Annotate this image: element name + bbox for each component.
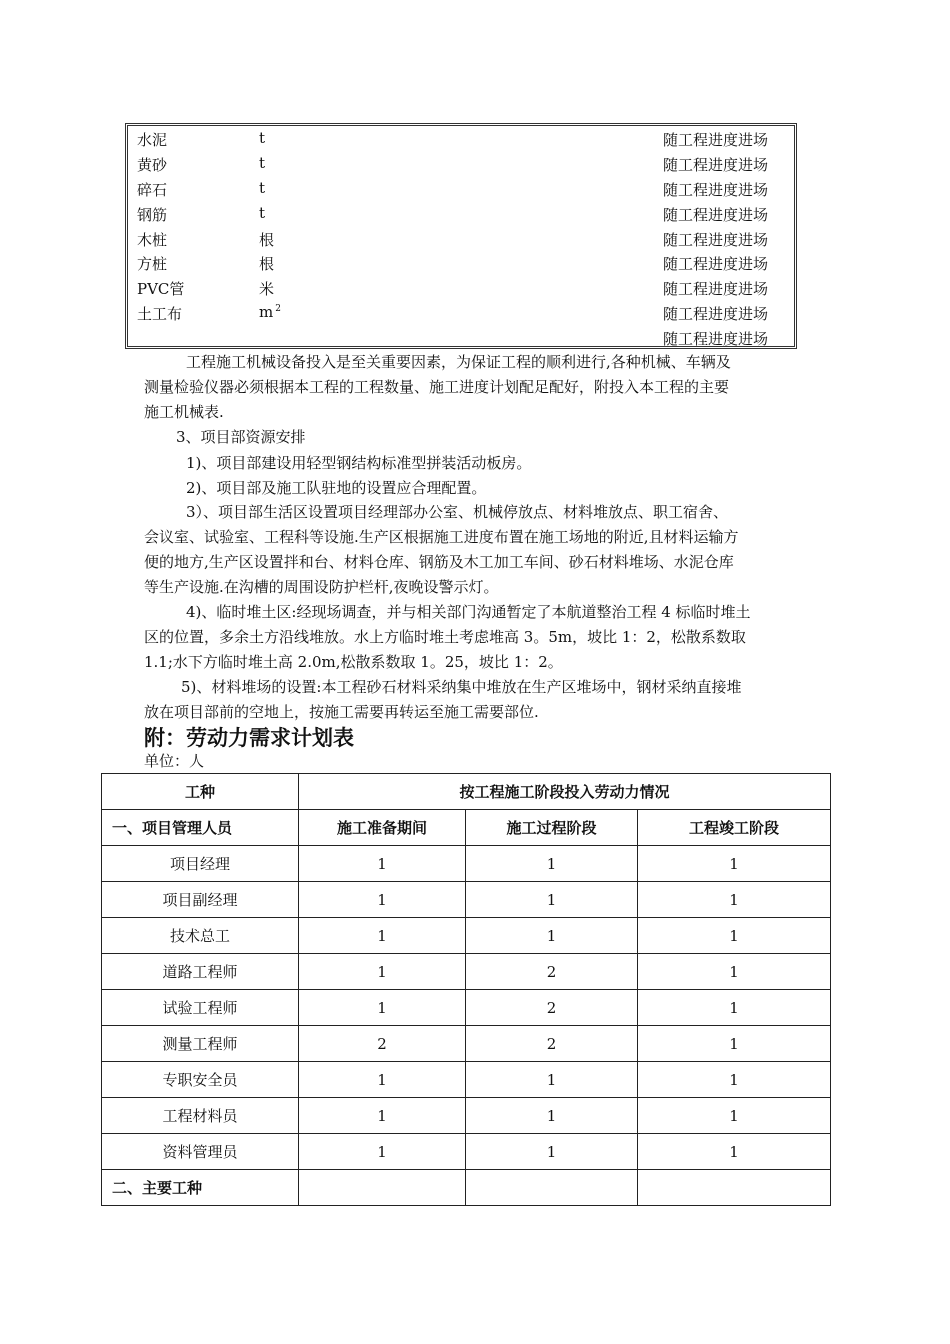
role-cell: 道路工程师 [102, 954, 299, 990]
material-note: 随工程进度进场 [663, 156, 769, 174]
value-cell: 2 [466, 990, 638, 1026]
material-row [128, 202, 794, 227]
table-row [102, 846, 831, 882]
item-5: 5)、材料堆场的设置:本工程砂石材料采纳集中堆放在生产区堆场中，钢材采纳直接堆 放在项目部前的空地上，按施工需要再转运至施工需要部位. [144, 678, 742, 721]
material-row [128, 127, 794, 152]
material-unit: m $^2$ [259, 303, 281, 321]
material-note: 随工程进度进场 [663, 255, 769, 273]
section-management: 一、项目管理人员 [102, 810, 299, 846]
role-cell: 工程材料员 [102, 1098, 299, 1134]
material-unit: 米 [259, 280, 275, 298]
material-name: 木桩 [137, 231, 168, 249]
material-note: 随工程进度进场 [663, 305, 769, 323]
table-row [102, 954, 831, 990]
value-cell: 2 [466, 954, 638, 990]
header-phase-group: 按工程施工阶段投入劳动力情况 [299, 774, 831, 810]
value-cell: 1 [299, 1062, 466, 1098]
material-note: 随工程进度进场 [663, 280, 769, 298]
item-4: 4)、临时堆土区:经现场调查，并与相关部门沟通暂定了本航道整治工程 4 标临时堆土 区的位置，多余土方沿线堆放。水上方临时堆土考虑堆高 3。5m，坡比 1：2，松散系数取 1.1;水下方临时堆土高 2.0m,松散系数取 1。25，坡比 1：2。 [144, 603, 751, 671]
phase-construction: 施工过程阶段 [466, 810, 638, 846]
role-cell: 项目副经理 [102, 882, 299, 918]
labor-plan-table [101, 773, 831, 1206]
unit-label: 单位：人 [144, 752, 205, 770]
labor-plan-heading: 附：劳动力需求计划表 [144, 725, 354, 750]
value-cell: 1 [638, 954, 831, 990]
value-cell: 1 [299, 846, 466, 882]
value-cell: 1 [299, 1098, 466, 1134]
material-unit [259, 328, 261, 346]
value-cell: 1 [299, 1134, 466, 1170]
material-note: 随工程进度进场 [663, 231, 769, 249]
value-cell: 1 [299, 918, 466, 954]
value-cell: 1 [466, 1062, 638, 1098]
table-row [102, 1026, 831, 1062]
value-cell: 1 [638, 1098, 831, 1134]
material-unit: t [259, 154, 266, 172]
item-3: 3）、项目部生活区设置项目经理部办公室、机械停放点、材料堆放点、职工宿舍、 会议室、试验室、工程科等设施.生产区根据施工进度布置在施工场地的附近,且材料运输方 便的地方,生产区设置拌和台、材料仓库、钢筋及木工加工车间、砂石材料堆场、水泥仓库 等生产设施.在沟槽的周围设防护栏杆,夜晚设警示灯。 [144, 503, 739, 596]
item-1: 1)、项目部建设用轻型钢结构标准型拼装活动板房。 [186, 454, 532, 472]
material-row [128, 251, 794, 276]
role-cell: 技术总工 [102, 918, 299, 954]
phase-preparation: 施工准备期间 [299, 810, 466, 846]
table-section-row [102, 1170, 831, 1206]
material-row [128, 227, 794, 252]
table-row [102, 990, 831, 1026]
value-cell: 1 [466, 1098, 638, 1134]
machinery-paragraph: 工程施工机械设备投入是至关重要因素，为保证工程的顺利进行,各种机械、车辆及 测量检验仪器必须根据本工程的工程数量、施工进度计划配足配好，附投入本工程的主要 施工机械表. [144, 353, 731, 421]
section3-title: 3、项目部资源安排 [176, 428, 306, 446]
material-name: 方桩 [137, 255, 168, 273]
material-note: 随工程进度进场 [663, 330, 769, 348]
value-cell: 2 [299, 1026, 466, 1062]
value-cell: 1 [638, 1026, 831, 1062]
header-trade: 工种 [102, 774, 299, 810]
empty-cell [466, 1170, 638, 1206]
materials-list [125, 123, 797, 349]
material-row [128, 152, 794, 177]
phase-completion: 工程竣工阶段 [638, 810, 831, 846]
value-cell: 1 [638, 846, 831, 882]
table-row [102, 1062, 831, 1098]
value-cell: 1 [638, 1134, 831, 1170]
value-cell: 1 [299, 954, 466, 990]
material-name: 碎石 [137, 181, 168, 199]
item-2: 2)、项目部及施工队驻地的设置应合理配置。 [186, 479, 487, 497]
value-cell: 1 [466, 1134, 638, 1170]
material-row [128, 301, 794, 326]
table-row [102, 882, 831, 918]
material-name: 黄砂 [137, 156, 168, 174]
section-main-trades: 二、主要工种 [102, 1170, 299, 1206]
value-cell: 1 [638, 990, 831, 1026]
role-cell: 资料管理员 [102, 1134, 299, 1170]
material-row [128, 326, 794, 351]
table-row [102, 1134, 831, 1170]
empty-cell [638, 1170, 831, 1206]
material-unit: t [259, 204, 266, 222]
material-note: 随工程进度进场 [663, 206, 769, 224]
table-row [102, 1098, 831, 1134]
value-cell: 1 [638, 882, 831, 918]
table-row [102, 918, 831, 954]
value-cell: 1 [299, 882, 466, 918]
material-unit: t [259, 179, 266, 197]
material-name: PVC管 [137, 280, 185, 298]
role-cell: 试验工程师 [102, 990, 299, 1026]
role-cell: 测量工程师 [102, 1026, 299, 1062]
role-cell: 项目经理 [102, 846, 299, 882]
role-cell: 专职安全员 [102, 1062, 299, 1098]
value-cell: 2 [466, 1026, 638, 1062]
material-name: 钢筋 [137, 206, 168, 224]
value-cell: 1 [299, 990, 466, 1026]
value-cell: 1 [466, 918, 638, 954]
material-name: 水泥 [137, 131, 168, 149]
value-cell: 1 [638, 1062, 831, 1098]
value-cell: 1 [466, 882, 638, 918]
material-unit: 根 [259, 231, 275, 249]
material-note: 随工程进度进场 [663, 131, 769, 149]
material-note: 随工程进度进场 [663, 181, 769, 199]
empty-cell [299, 1170, 466, 1206]
material-row [128, 276, 794, 301]
material-name: 土工布 [137, 305, 183, 323]
value-cell: 1 [466, 846, 638, 882]
material-unit: t [259, 129, 266, 147]
table-header-row [102, 774, 831, 810]
material-row [128, 177, 794, 202]
table-subheader-row [102, 810, 831, 846]
material-unit: 根 [259, 255, 275, 273]
value-cell: 1 [638, 918, 831, 954]
